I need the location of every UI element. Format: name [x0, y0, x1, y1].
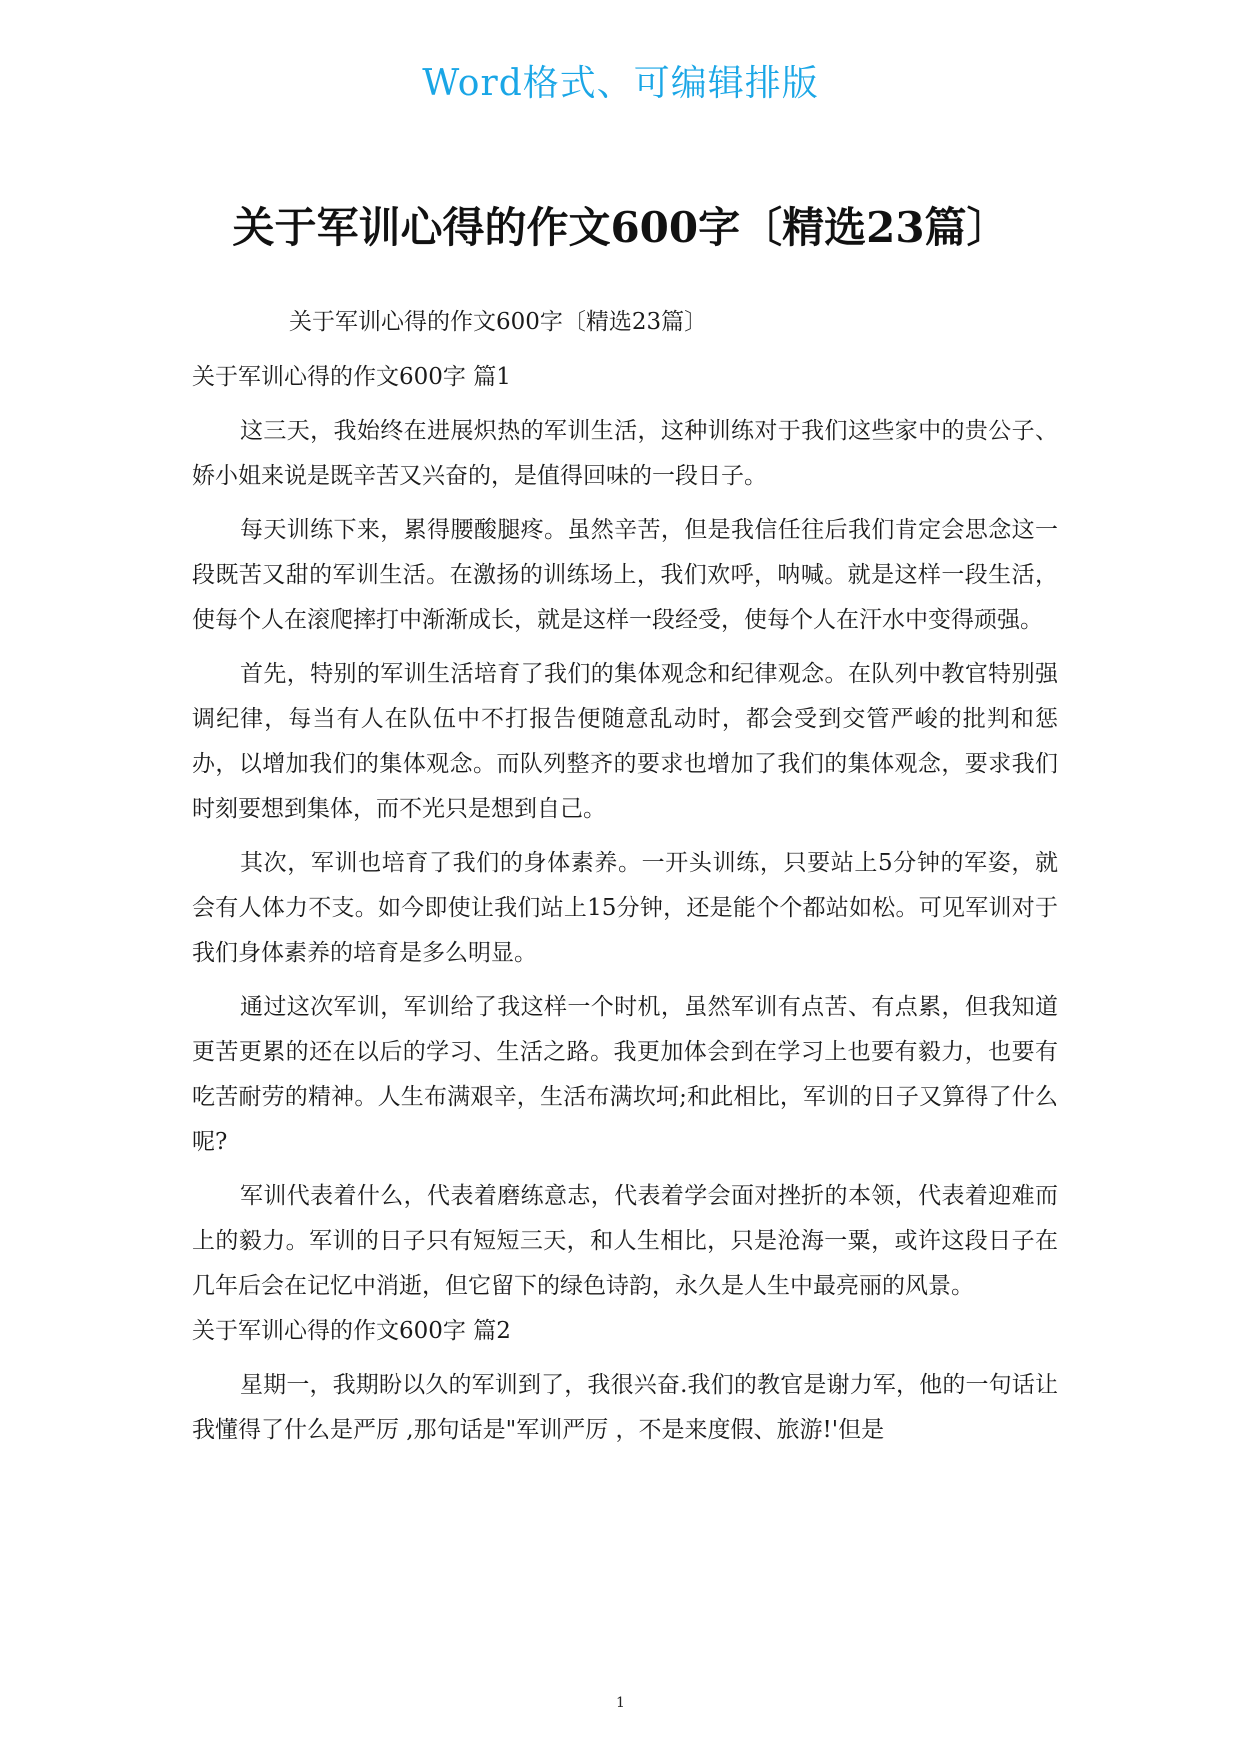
body-paragraph: 每天训练下来，累得腰酸腿疼。虽然辛苦，但是我信任往后我们肯定会思念这一段既苦又甜的军训生活。在激扬的训练场上，我们欢呼，呐喊。就是这样一段生活，使每个人在滚爬摔打中渐渐成长，就是这样一段经受，使每个人在汗水中变得顽强。: [192, 517, 1058, 633]
document-title: 关于军训心得的作文600字〔精选23篇〕: [232, 203, 1009, 252]
body-paragraph: 这三天，我始终在进展炽热的军训生活，这种训练对于我们这些家中的贵公子、娇小姐来说是既辛苦又兴奋的，是值得回味的一段日子。: [192, 418, 1058, 489]
watermark-banner: Word格式、可编辑排版: [422, 63, 819, 104]
body-paragraph: 其次，军训也培育了我们的身体素养。一开头训练，只要站上5分钟的军姿，就会有人体力不支。如今即使让我们站上15分钟，还是能个个都站如松。可见军训对于我们身体素养的培育是多么明显。: [192, 850, 1058, 966]
section-heading: 关于军训心得的作文600字 篇1: [192, 364, 511, 390]
document-body: [192, 300, 1058, 1453]
body-paragraph: 首先，特别的军训生活培育了我们的集体观念和纪律观念。在队列中教官特别强调纪律，每当有人在队伍中不打报告便随意乱动时，都会受到交管严峻的批判和惩办，以增加我们的集体观念。而队列整齐的要求也增加了我们的集体观念，要求我们时刻要想到集体，而不光只是想到自己。: [192, 661, 1058, 822]
document-subtitle: 关于军训心得的作文600字〔精选23篇〕: [289, 309, 708, 335]
page-number: 1: [616, 1695, 625, 1711]
section-heading: 关于军训心得的作文600字 篇2: [192, 1318, 511, 1344]
body-paragraph: 星期一，我期盼以久的军训到了，我很兴奋.我们的教官是谢力军，他的一句话让我懂得了什么是严厉 ,那句话是"军训严厉 ，不是来度假、旅游!'但是: [192, 1372, 1058, 1443]
body-paragraph: 通过这次军训，军训给了我这样一个时机，虽然军训有点苦、有点累，但我知道更苦更累的还在以后的学习、生活之路。我更加体会到在学习上也要有毅力，也要有吃苦耐劳的精神。人生布满艰辛，生活布满坎坷;和此相比，军训的日子又算得了什么呢?: [192, 994, 1058, 1155]
body-paragraph: 军训代表着什么，代表着磨练意志，代表着学会面对挫折的本领，代表着迎难而上的毅力。军训的日子只有短短三天，和人生相比，只是沧海一粟，或许这段日子在几年后会在记忆中消逝，但它留下的绿色诗韵，永久是人生中最亮丽的风景。: [192, 1183, 1058, 1299]
